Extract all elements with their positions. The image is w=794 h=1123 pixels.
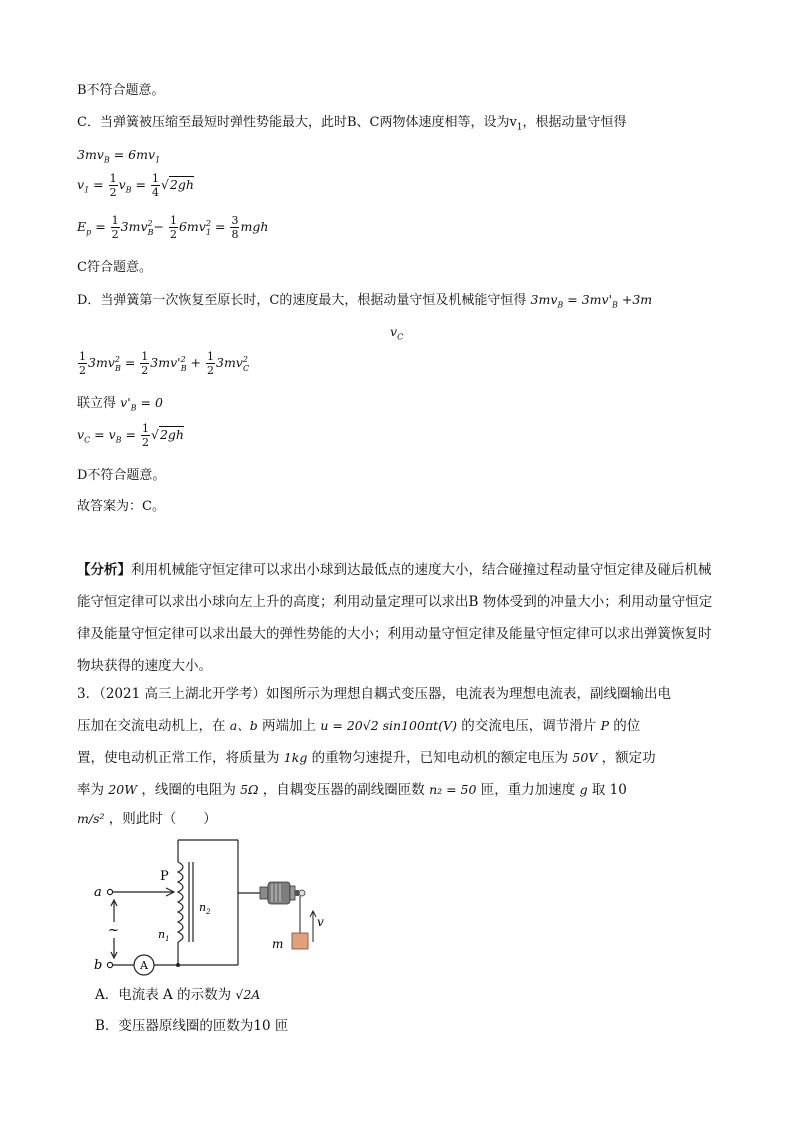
eq-energy: $\frac{1}{2}$ $3mv^2_B$ = $\frac{1}{2}$ $3mv'^2_B$ + $\frac{1}{2}$ $3mv^2_C$ <box>79 350 250 377</box>
label-p: P <box>160 869 169 884</box>
q3-line1: 3．（2021 高三上湖北开学考）如图所示为理想自耦式变压器，电流表为理想电流表，副线圈输出电 <box>77 686 671 702</box>
label-n2: $n_2$ <box>199 901 211 916</box>
q3-line2: 压加在交流电动机上，在 a、b 两端加上 u = 20√2 sin100πt(V) 的交流电压，调节滑片 P 的位 <box>77 718 641 734</box>
label-v: v <box>317 915 324 929</box>
label-n1: $n_1$ <box>158 928 170 943</box>
q3-line3: 置，使电动机正常工作，将质量为 1kg 的重物匀速提升，已知电动机的额定电压为 50V ，额定功 <box>77 750 656 766</box>
eq-momentum: $3mv_B = 6mv_1$ <box>77 147 161 165</box>
motor-icon <box>260 882 305 904</box>
combine-line: 联立得 $v'_B = 0$ <box>77 395 163 413</box>
label-a: a <box>94 885 102 900</box>
label-m: m <box>272 937 284 951</box>
q3-line5: m/s² ，则此时（ ） <box>77 811 217 827</box>
d-intro-line: D．当弹簧第一次恢复至原长时，C的速度最大，根据动量守恒及机械能守恒得 $3mv_B = 3mv'_B +3m$ <box>77 292 653 310</box>
option-b[interactable]: B．变压器原线圈的匝数为10 匝 <box>95 1018 289 1034</box>
label-b: b <box>94 958 103 973</box>
eq-v1: $v_1$ = $\frac{1}{2}$ $v_B$ = $\frac{1}{4}$ √2gh <box>77 172 194 199</box>
ac-source-symbol: ~ <box>108 923 119 938</box>
eq-vc: $v_C = v_B$ = $\frac{1}{2}$ √2gh <box>77 422 184 449</box>
terminal-a <box>107 889 112 894</box>
terminal-b <box>107 962 112 967</box>
ammeter-label: A <box>140 959 148 972</box>
c-intro-line: C．当弹簧被压缩至最短时弹性势能最大，此时B、C两物体速度相等，设为$v_1$，根据动量守恒得 <box>77 115 627 133</box>
c-ok-line: C符合题意。 <box>77 260 152 275</box>
vc-wrap: $v_C$ <box>390 324 404 342</box>
b-not-line: B不符合题意。 <box>77 83 165 98</box>
eq-ep: $E_p$ = $\frac{1}{2}$ $3mv^2_B-$ $\frac{1}{2}$ $6mv^2_1$ = $\frac{3}{8}$ mgh <box>77 214 269 241</box>
option-a[interactable]: A．电流表 A 的示数为 √2A <box>95 987 261 1003</box>
weight-block <box>292 933 308 949</box>
up-arrow-icon <box>310 911 316 942</box>
transformer-circuit-figure <box>88 838 328 978</box>
answer-line: 故答案为：C。 <box>77 499 165 514</box>
d-not-line: D不符合题意。 <box>77 468 166 483</box>
analysis-paragraph: 【分析】利用机械能守恒定律可以求出小球到达最低点的速度大小，结合碰撞过程动量守恒定律及碰后机械能守恒定律可以求出小球向左上升的高度；利用动量定理可以求出B 物体受到的冲量大小；利用动量守恒定律及能量守恒定律可以求出最大的弹性势能的大小；利用动量守恒定律及能量守恒定律可以求出弹簧恢复时物块获得的速度大小。 <box>77 562 713 674</box>
q3-line4: 率为 20W ，线圈的电阻为 5Ω ，自耦变压器的副线圈匝数 n₂ = 50 匝，重力加速度 g 取 10 <box>77 782 627 798</box>
